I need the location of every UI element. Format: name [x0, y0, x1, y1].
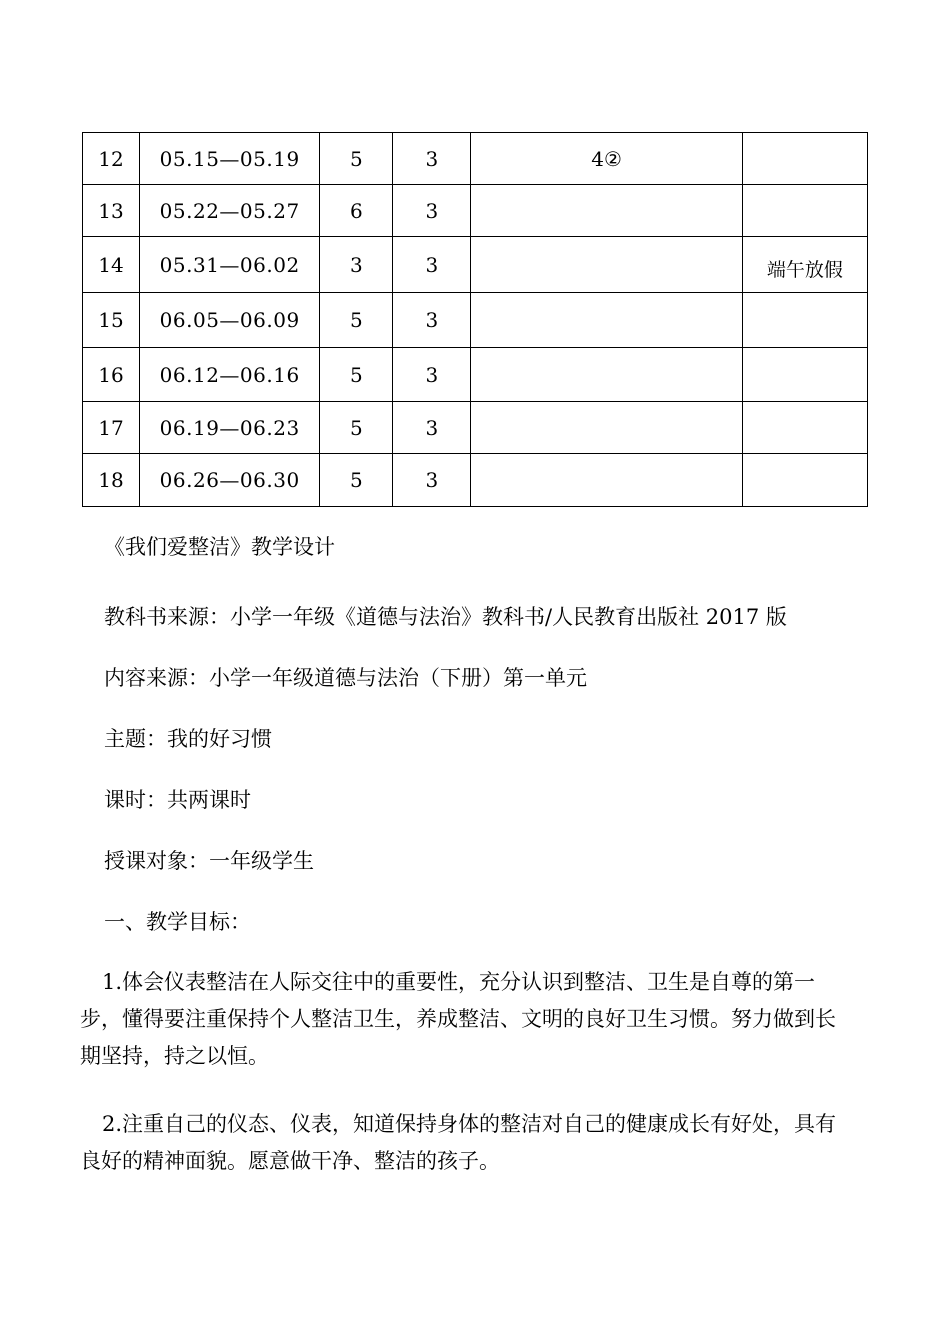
- note-cell: [742, 348, 867, 402]
- goal-paragraph-1: [80, 964, 840, 1075]
- week-cell: [83, 237, 140, 293]
- content-cell-text: 4②: [591, 146, 622, 171]
- date-range-cell-text: 06.19—06.23: [159, 415, 300, 440]
- week-cell-text: 17: [98, 415, 124, 440]
- date-range-cell: [140, 237, 320, 293]
- week-cell: [83, 293, 140, 348]
- date-range-cell-text: 05.22—05.27: [159, 198, 300, 223]
- week-cell-text: 14: [98, 252, 124, 277]
- table-row: [83, 185, 868, 237]
- days-cell-text: 5: [349, 146, 363, 171]
- table-row: [83, 348, 868, 402]
- hours-cell: [393, 185, 471, 237]
- date-range-cell: [140, 402, 320, 454]
- goal-2-text: 2.注重自己的仪态、仪表，知道保持身体的整洁对自己的健康成长有好处，具有良好的精神面貌。愿意做干净、整洁的孩子。: [80, 1112, 837, 1173]
- note-cell-text: 端午放假: [766, 259, 843, 281]
- days-cell-text: 5: [349, 362, 363, 387]
- hours-cell-text: 3: [425, 362, 439, 387]
- lesson-theme: 主题：我的好习惯: [104, 727, 272, 751]
- note-cell: [742, 293, 867, 348]
- days-cell: [320, 348, 393, 402]
- days-cell: [320, 454, 393, 507]
- days-cell: [320, 293, 393, 348]
- hours-cell-text: 3: [425, 146, 439, 171]
- content-cell: [471, 237, 742, 293]
- content-cell: [471, 293, 742, 348]
- hours-cell-text: 3: [425, 468, 439, 492]
- week-cell: [83, 185, 140, 237]
- lesson-plan-title: 《我们爱整洁》教学设计: [104, 535, 335, 559]
- date-range-cell: [140, 348, 320, 402]
- lesson-hours: 课时：共两课时: [104, 788, 251, 812]
- content-cell: [471, 454, 742, 507]
- date-range-cell-text: 05.15—05.19: [159, 146, 300, 171]
- week-cell: [83, 402, 140, 454]
- days-cell-text: 6: [349, 198, 363, 223]
- note-cell: [742, 402, 867, 454]
- hours-cell-text: 3: [425, 415, 439, 440]
- note-cell: [742, 454, 867, 507]
- days-cell: [320, 185, 393, 237]
- hours-cell: [393, 237, 471, 293]
- table-row: [83, 402, 868, 454]
- hours-cell-text: 3: [425, 252, 439, 277]
- textbook-source: 教科书来源：小学一年级《道德与法治》教科书/人民教育出版社 2017 版: [104, 605, 787, 629]
- days-cell: [320, 133, 393, 185]
- date-range-cell-text: 05.31—06.02: [159, 252, 300, 277]
- note-cell: [742, 237, 867, 293]
- hours-cell: [393, 133, 471, 185]
- days-cell-text: 5: [349, 308, 363, 332]
- note-cell: [742, 133, 867, 185]
- date-range-cell: [140, 293, 320, 348]
- date-range-cell: [140, 185, 320, 237]
- hours-cell-text: 3: [425, 198, 439, 223]
- week-cell-text: 12: [98, 146, 124, 171]
- week-cell: [83, 133, 140, 185]
- days-cell: [320, 402, 393, 454]
- schedule-table-body: [83, 133, 868, 507]
- week-cell-text: 13: [98, 198, 124, 223]
- week-cell-text: 15: [98, 308, 124, 332]
- date-range-cell-text: 06.05—06.09: [159, 308, 300, 332]
- schedule-table: [82, 132, 868, 507]
- hours-cell: [393, 454, 471, 507]
- date-range-cell-text: 06.26—06.30: [159, 468, 300, 492]
- date-range-cell: [140, 133, 320, 185]
- table-row: [83, 454, 868, 507]
- content-source: 内容来源：小学一年级道德与法治（下册）第一单元: [104, 666, 587, 690]
- week-cell-text: 16: [98, 362, 124, 387]
- content-cell: [471, 402, 742, 454]
- content-cell: [471, 185, 742, 237]
- section-heading-goals: 一、教学目标：: [104, 910, 251, 934]
- goal-paragraph-2: [80, 1106, 840, 1180]
- table-row: [83, 237, 868, 293]
- week-cell: [83, 348, 140, 402]
- hours-cell-text: 3: [425, 308, 439, 332]
- days-cell-text: 3: [349, 252, 363, 277]
- week-cell: [83, 454, 140, 507]
- hours-cell: [393, 402, 471, 454]
- hours-cell: [393, 293, 471, 348]
- date-range-cell-text: 06.12—06.16: [159, 362, 300, 387]
- goal-1-text: 1.体会仪表整洁在人际交往中的重要性，充分认识到整洁、卫生是自尊的第一步，懂得要注重保持个人整洁卫生，养成整洁、文明的良好卫生习惯。努力做到长期坚持，持之以恒。: [80, 970, 836, 1068]
- table-row: [83, 293, 868, 348]
- hours-cell: [393, 348, 471, 402]
- content-cell: [471, 348, 742, 402]
- note-cell: [742, 185, 867, 237]
- days-cell-text: 5: [349, 468, 363, 492]
- week-cell-text: 18: [98, 468, 124, 492]
- table-row: [83, 133, 868, 185]
- content-cell: [471, 133, 742, 185]
- days-cell-text: 5: [349, 415, 363, 440]
- lesson-audience: 授课对象：一年级学生: [104, 849, 314, 873]
- days-cell: [320, 237, 393, 293]
- date-range-cell: [140, 454, 320, 507]
